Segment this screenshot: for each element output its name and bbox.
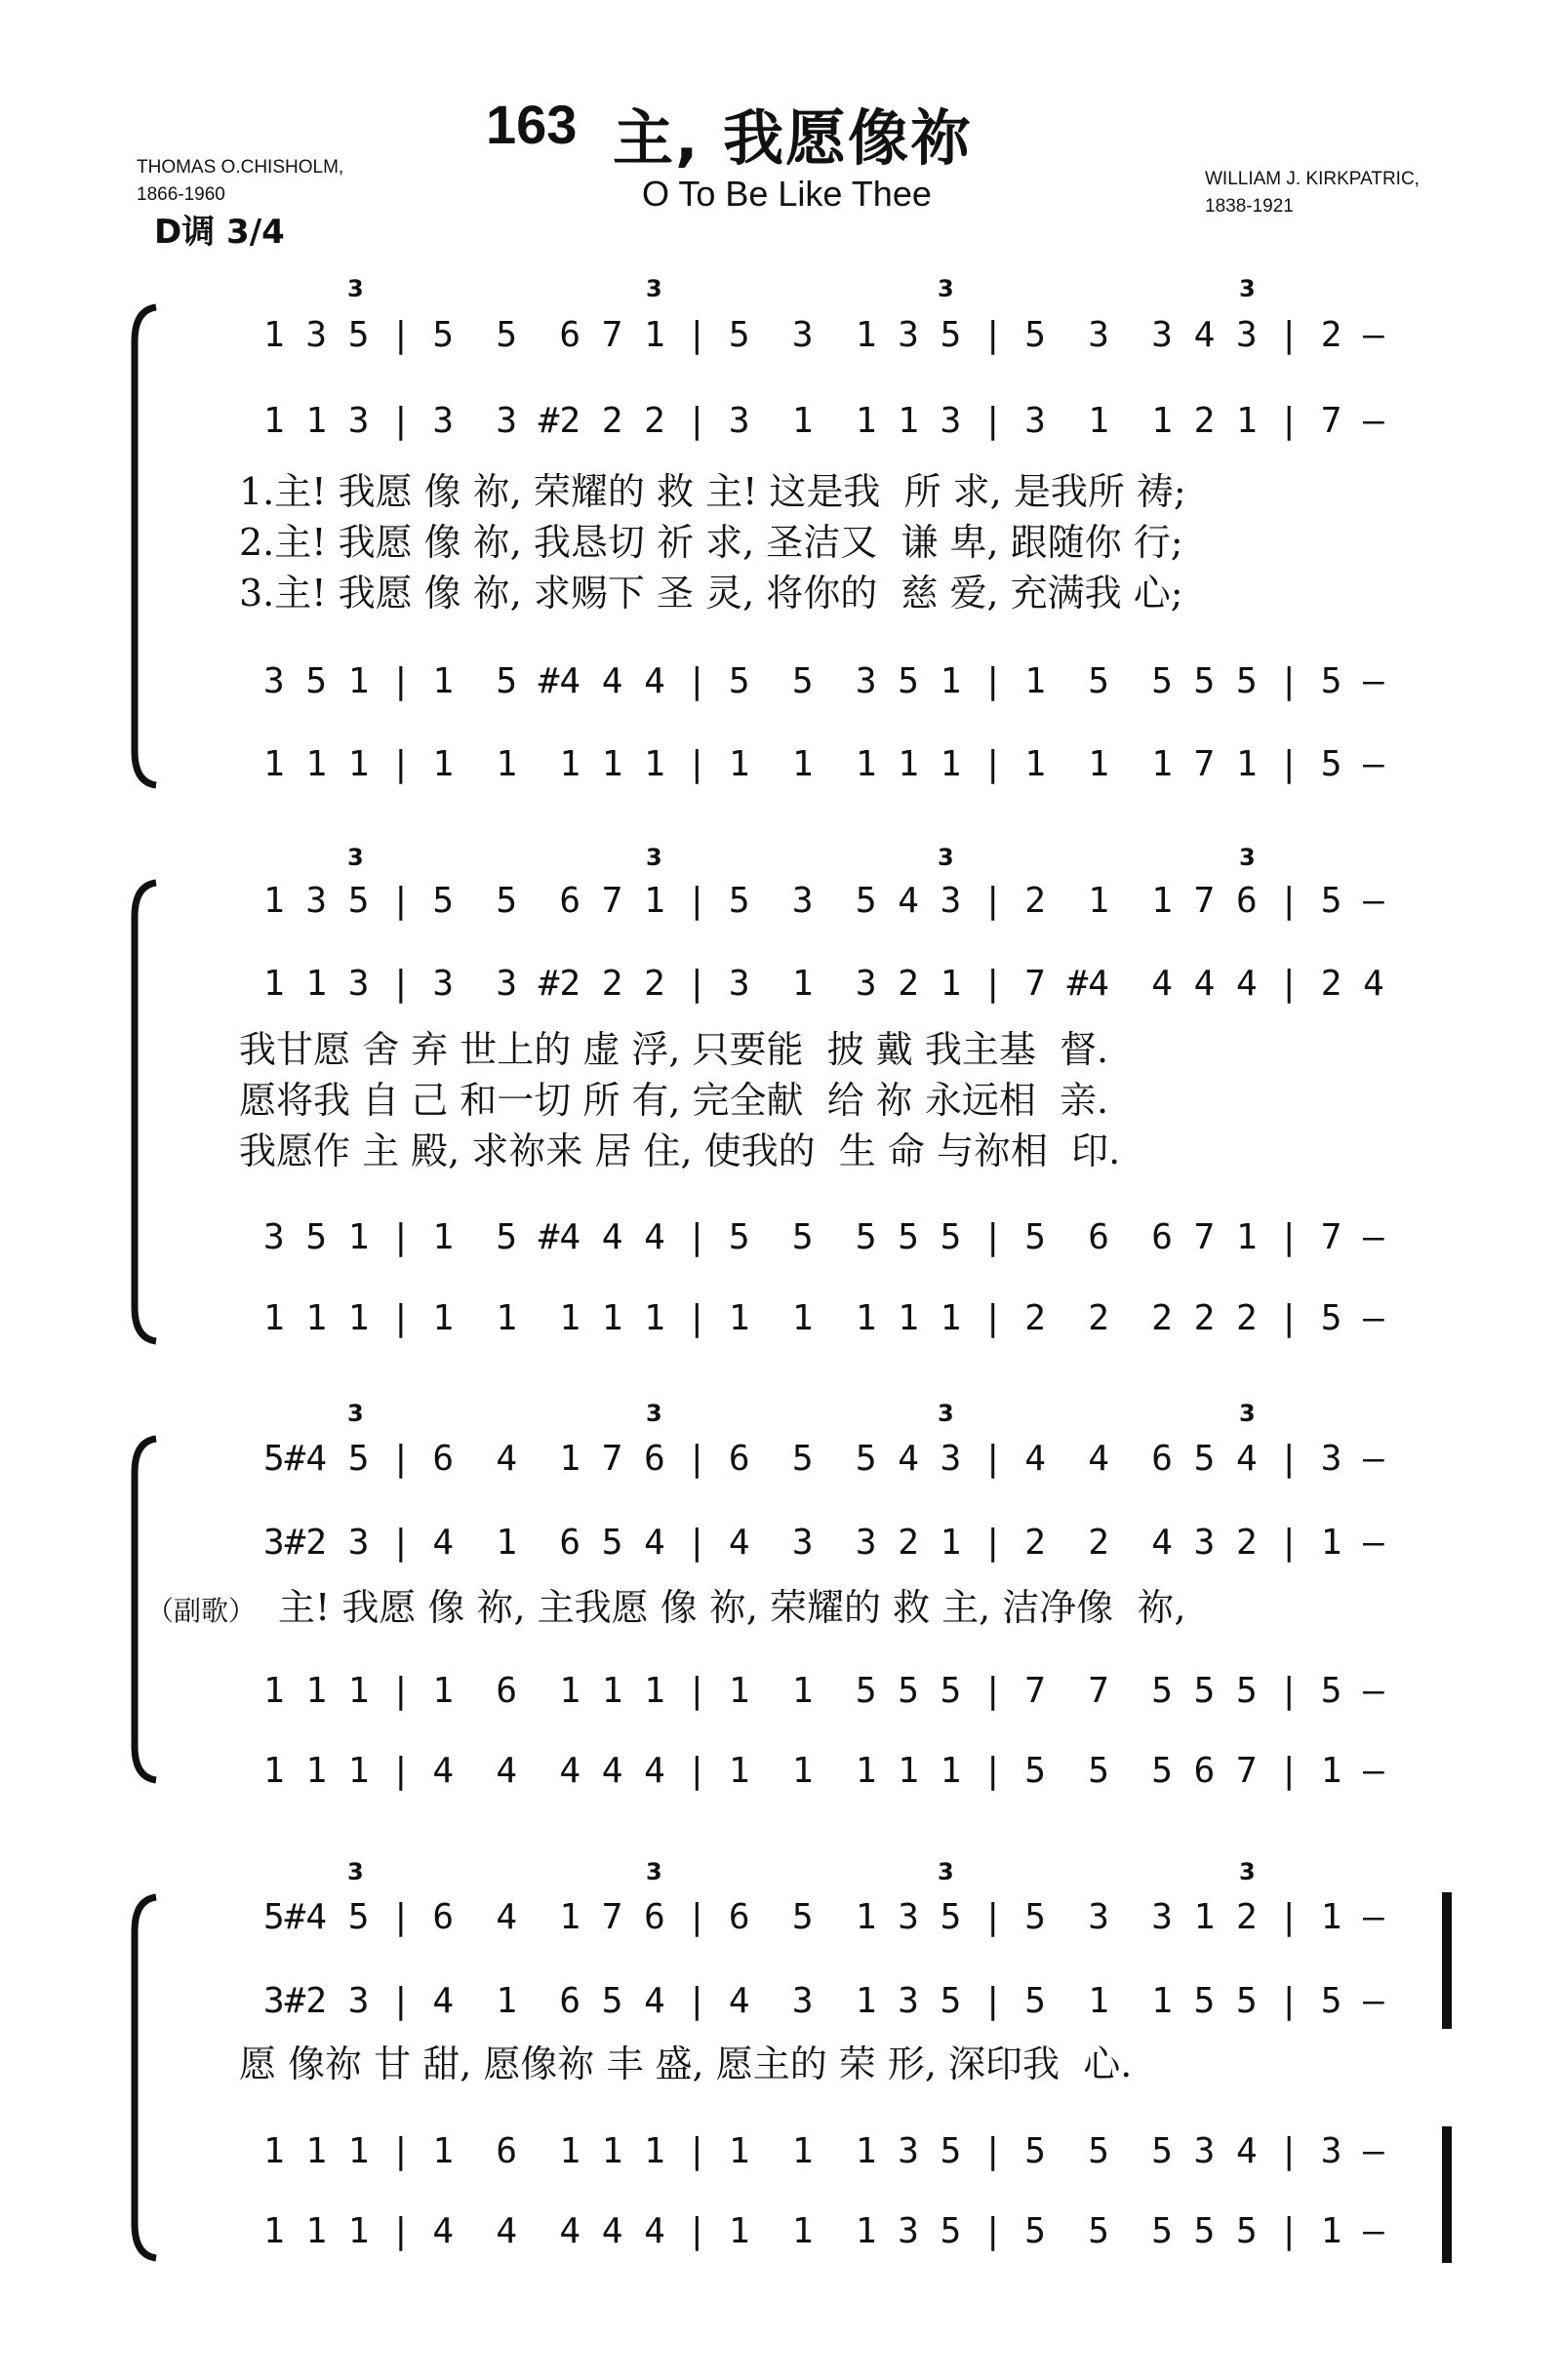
triplet-mark: 3 [1239, 275, 1256, 302]
notation-line: 1 1 1 | 1 1 1 1 1 | 1 1 1 1 1 | 2 2 2 2 2 | 5 — [263, 1298, 1384, 1338]
triplet-mark: 3 [347, 1858, 364, 1885]
notation-line: 1 1 3 | 3 3 #2 2 2 | 3 1 3 2 1 | 7 #4 4 4 4 | 2 4 [263, 964, 1384, 1004]
staff-bass [263, 2208, 1463, 2255]
notation-line: 1 1 1 | 1 6 1 1 1 | 1 1 5 5 5 | 7 7 5 5 5 | 5 — [263, 1671, 1384, 1711]
notation-line: 1 3 5 | 5 5 6 7 1 | 5 3 1 3 5 | 5 3 3 4 3 | 2 — [263, 315, 1384, 355]
notation-line: 1 1 1 | 1 1 1 1 1 | 1 1 1 1 1 | 1 1 1 7 1 | 5 — [263, 744, 1384, 784]
staff-tenor [263, 1668, 1463, 1715]
staff-soprano [263, 878, 1463, 925]
notation-line: 1 3 5 | 5 5 6 7 1 | 5 3 5 4 3 | 2 1 1 7 6 | 5 — [263, 881, 1384, 921]
system-brace [127, 878, 166, 1346]
chorus-label: （副歌） [146, 1595, 257, 1627]
notation-line: 1 1 1 | 4 4 4 4 4 | 1 1 1 1 1 | 5 5 5 6 7 | 1 — [263, 1751, 1384, 1791]
notation-line: 1 1 3 | 3 3 #2 2 2 | 3 1 1 1 3 | 3 1 1 2 1 | 7 — [263, 401, 1384, 441]
staff-bass [263, 1748, 1463, 1795]
staff-alto [263, 961, 1463, 1008]
triplet-mark: 3 [1239, 844, 1256, 871]
lyric-verse-3: 3.主! 我愿 像 祢, 求赐下 圣 灵, 将你的 慈 爱, 充满我 心; [239, 572, 1183, 615]
score-system-2 [0, 839, 1561, 1366]
triplet-mark: 3 [347, 275, 364, 302]
lyric-chorus-line-1: 主! 我愿 像 祢, 主我愿 像 祢, 荣耀的 救 主, 洁净像 祢, [278, 1586, 1186, 1629]
hymn-title-english: O To Be Like Thee [642, 174, 932, 214]
triplet-mark: 3 [347, 1400, 364, 1427]
notation-line: 3 5 1 | 1 5 #4 4 4 | 5 5 3 5 1 | 1 5 5 5 5 | 5 — [263, 661, 1384, 701]
triplet-mark: 3 [646, 275, 662, 302]
triplet-mark: 3 [1239, 1400, 1256, 1427]
triplet-mark: 3 [938, 1400, 954, 1427]
notation-line: 1 1 1 | 1 6 1 1 1 | 1 1 1 3 5 | 5 5 5 3 4 | 3 — [263, 2131, 1384, 2171]
hymn-number: 163 [486, 94, 578, 155]
staff-alto [263, 1520, 1463, 1567]
staff-bass [263, 1295, 1463, 1342]
staff-tenor [263, 1214, 1463, 1261]
triplet-mark: 3 [347, 844, 364, 871]
lyric-verse-2: 愿将我 自 己 和一切 所 有, 完全献 给 祢 永远相 亲. [239, 1079, 1109, 1122]
composer-credit [1205, 166, 1420, 220]
lyricist-name: THOMAS O.CHISHOLM, [137, 157, 344, 178]
staff-soprano [263, 312, 1463, 359]
triplet-mark: 3 [938, 1858, 954, 1885]
notation-line: 5#4 5 | 6 4 1 7 6 | 6 5 1 3 5 | 5 3 3 1 2 | 1 — [263, 1897, 1384, 1937]
triplet-mark: 3 [1239, 1858, 1256, 1885]
final-barline [1442, 2126, 1452, 2263]
notation-line: 3#2 3 | 4 1 6 5 4 | 4 3 1 3 5 | 5 1 1 5 5 | 5 — [263, 1981, 1384, 2021]
notation-line: 1 1 1 | 4 4 4 4 4 | 1 1 1 3 5 | 5 5 5 5 5 | 1 — [263, 2211, 1384, 2251]
score-system-4 [0, 1844, 1561, 2273]
staff-alto [263, 398, 1463, 445]
notation-line: 5#4 5 | 6 4 1 7 6 | 6 5 5 4 3 | 4 4 6 5 4 | 3 — [263, 1439, 1384, 1479]
final-barline [1442, 1892, 1452, 2029]
composer-name: WILLIAM J. KIRKPATRIC, [1205, 169, 1420, 189]
lyricist-credit [137, 154, 343, 209]
composer-years: 1838-1921 [1205, 196, 1294, 217]
lyric-verse-1: 1.主! 我愿 像 祢, 荣耀的 救 主! 这是我 所 求, 是我所 祷; [239, 470, 1186, 513]
lyric-verse-1: 我甘愿 舍 弃 世上的 虚 浮, 只要能 披 戴 我主基 督. [239, 1028, 1109, 1071]
staff-soprano [263, 1894, 1463, 1941]
score-system-1 [0, 283, 1561, 810]
staff-tenor [263, 658, 1463, 705]
lyric-verse-3: 我愿作 主 殿, 求祢来 居 住, 使我的 生 命 与祢相 印. [239, 1130, 1121, 1172]
triplet-mark: 3 [646, 1858, 662, 1885]
triplet-mark: 3 [646, 1400, 662, 1427]
staff-tenor [263, 2128, 1463, 2175]
staff-alto [263, 1978, 1463, 2025]
system-brace [127, 1892, 166, 2263]
triplet-mark: 3 [646, 844, 662, 871]
notation-line: 3 5 1 | 1 5 #4 4 4 | 5 5 5 5 5 | 5 6 6 7 1 | 7 — [263, 1217, 1384, 1257]
staff-bass [263, 741, 1463, 788]
staff-soprano [263, 1436, 1463, 1483]
triplet-mark: 3 [938, 275, 954, 302]
score-system-3 [0, 1385, 1561, 1795]
triplet-mark: 3 [938, 844, 954, 871]
notation-line: 3#2 3 | 4 1 6 5 4 | 4 3 3 2 1 | 2 2 4 3 2 | 1 — [263, 1523, 1384, 1563]
system-brace [127, 302, 166, 790]
lyric-verse-2: 2.主! 我愿 像 祢, 我恳切 祈 求, 圣洁又 谦 卑, 跟随你 行; [239, 521, 1183, 564]
key-signature: D调 3/4 [154, 213, 285, 252]
lyric-final-line: 愿 像祢 甘 甜, 愿像祢 丰 盛, 愿主的 荣 形, 深印我 心. [239, 2043, 1133, 2085]
lyricist-years: 1866-1960 [137, 184, 225, 205]
hymn-title-chinese: 主, 我愿像祢 [613, 102, 974, 174]
